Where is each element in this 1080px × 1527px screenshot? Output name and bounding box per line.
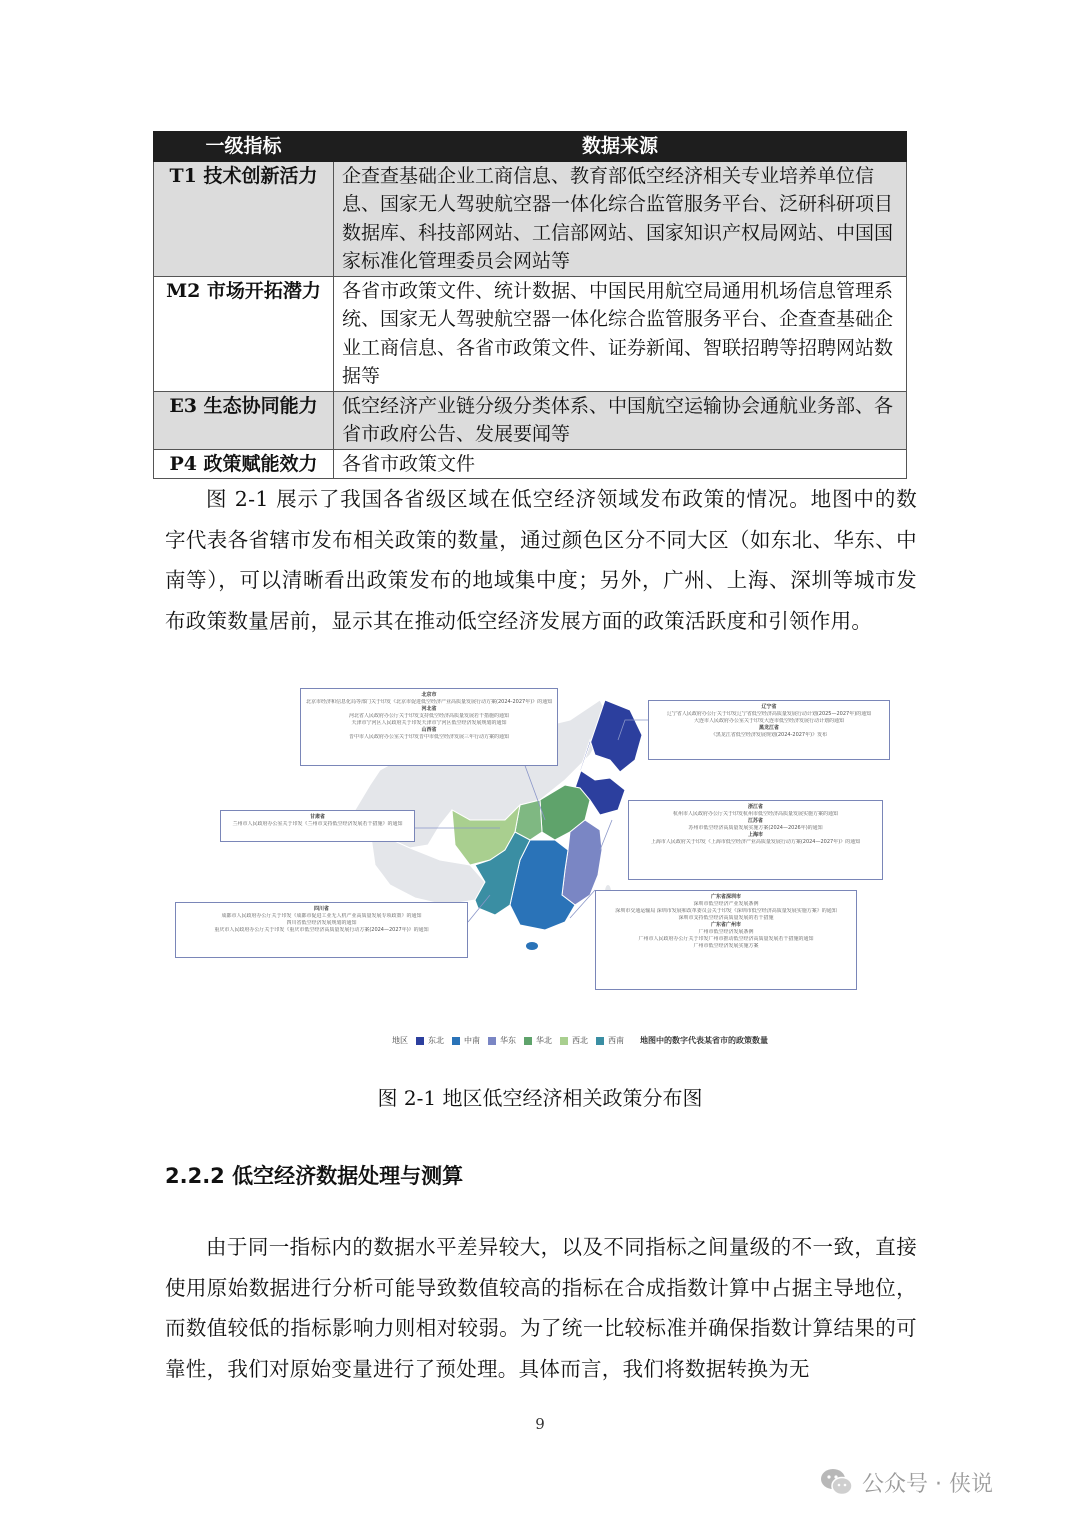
section-heading: 2.2.2 低空经济数据处理与测算 xyxy=(165,1164,464,1188)
legend-label: 西南 xyxy=(608,1036,624,1045)
callout-north xyxy=(300,688,558,766)
wechat-watermark xyxy=(820,1462,993,1502)
callout-title: 四川省 xyxy=(313,906,329,912)
callout-line: 兰州市人民政府办公室关于印发《兰州市支持低空经济发展若干措施》的通知 xyxy=(232,821,403,827)
callout-title: 黑龙江省 xyxy=(758,725,779,731)
callout-title: 北京市 xyxy=(421,692,437,698)
table-row xyxy=(154,449,907,479)
legend-label: 西北 xyxy=(572,1036,588,1045)
callout-south xyxy=(595,890,857,990)
legend-title: 地区 xyxy=(392,1036,408,1045)
indicator-cell: T1 技术创新活力 xyxy=(154,161,334,276)
indicator-cell: P4 政策赋能效力 xyxy=(154,449,334,479)
callout-line: 《黑龙江省低空经济发展规划(2024-2027年)》发布 xyxy=(710,732,828,738)
indicator-source-table xyxy=(153,131,907,479)
callout-title: 山西省 xyxy=(421,727,437,733)
wechat-logo-icon xyxy=(820,1467,854,1497)
callout-east xyxy=(628,800,883,880)
indicator-cell: E3 生态协同能力 xyxy=(154,391,334,449)
callout-line: 四川省低空经济发展规划的通知 xyxy=(286,920,357,926)
table-header-row xyxy=(154,132,907,162)
figure-caption: 图 2-1 地区低空经济相关政策分布图 xyxy=(377,1086,703,1110)
callout-line: 杭州市人民政府办公厅关于印发杭州市低空经济高质量发展实施方案的通知 xyxy=(672,811,838,817)
callout-line: 成都市人民政府办公厅关于印发《成都市促进工业无人机产业高质量发展专项政策》的通知 xyxy=(221,913,422,919)
map-legend xyxy=(392,1035,768,1046)
body-paragraph: 由于同一指标内的数据水平差异较大，以及不同指标之间量级的不一致，直接使用原始数据进行分析可能导致数值较高的指标在合成指数计算中占据主导地位，而数值较低的指标影响力则相对较弱。为了统一比较标准并确保指数计算结果的可靠性，我们对原始变量进行了预处理。具体而言，我们将数据转换为无 xyxy=(165,1235,917,1381)
callout-line: 大连市人民政府办公室关于印发大连市低空经济发展行动计划的通知 xyxy=(693,718,844,724)
table-row xyxy=(154,161,907,276)
policy-distribution-map-figure xyxy=(170,660,900,1060)
legend-label: 中南 xyxy=(464,1036,480,1045)
connector-line xyxy=(600,820,612,850)
watermark-text: 公众号 · 侠说 xyxy=(862,1471,993,1497)
map-region-hainan xyxy=(526,942,538,950)
callout-line: 深圳市交通运输局 深圳市发展和改革委员会关于印发《深圳市低空经济高质量发展实施方案》的通知 xyxy=(615,908,837,914)
table-row xyxy=(154,391,907,449)
source-cell: 企查查基础企业工商信息、教育部低空经济相关专业培养单位信息、国家无人驾驶航空器一体化综合监管服务平台、泛研科研项目数据库、科技部网站、工信部网站、国家知识产权局网站、中国国家标准化管理委员会网站等 xyxy=(334,161,907,276)
legend-label: 华北 xyxy=(536,1036,552,1045)
source-cell: 各省市政策文件、统计数据、中国民用航空局通用机场信息管理系统、国家无人驾驶航空器一体化综合监管服务平台、企查查基础企业工商信息、各省市政策文件、证券新闻、智联招聘等招聘网站数据等 xyxy=(334,276,907,391)
legend-swatch-xibei xyxy=(560,1037,568,1045)
legend-label: 东北 xyxy=(428,1036,444,1045)
callout-gansu xyxy=(220,810,415,842)
legend-swatch-huabei xyxy=(524,1037,532,1045)
callout-line: 深圳市支持低空经济高质量发展的若干措施 xyxy=(678,915,774,921)
header-source: 数据来源 xyxy=(334,132,907,162)
header-indicator: 一级指标 xyxy=(154,132,334,162)
callout-title: 广东省深圳市 xyxy=(710,894,741,900)
callout-line: 晋中市人民政府办公室关于印发晋中市低空经济发展三年行动方案的通知 xyxy=(348,734,509,740)
callout-title: 甘肃省 xyxy=(309,814,325,820)
callout-line: 辽宁省人民政府办公厅关于印发辽宁省低空经济高质量发展行动计划(2025—2027年)的通知 xyxy=(666,711,872,717)
callout-line: 苏州市低空经济高质量发展实施方案(2024—2026年)的通知 xyxy=(688,825,823,831)
callout-line: 重庆市人民政府办公厅关于印发《重庆市低空经济高质量发展行动方案(2024—2027年)》的通知 xyxy=(214,927,429,933)
indicator-cell: M2 市场开拓潜力 xyxy=(154,276,334,391)
callout-title: 广东省广州市 xyxy=(710,922,741,928)
callout-title: 江苏省 xyxy=(747,818,763,824)
callout-line: 广州市人民政府办公厅关于印发广州市推动低空经济高质量发展若干措施的通知 xyxy=(638,936,814,942)
callout-line: 广州市低空经济发展实施方案 xyxy=(693,943,759,949)
legend-swatch-dongbei xyxy=(416,1037,424,1045)
callout-southwest xyxy=(175,902,468,958)
legend-label: 华东 xyxy=(500,1036,516,1045)
callout-line: 深圳市低空经济产业发展条例 xyxy=(693,901,759,907)
callout-line: 河北省人民政府办公厅关于印发支持低空经济高质量发展若干措施的通知 xyxy=(348,713,509,719)
legend-swatch-huadong xyxy=(488,1037,496,1045)
source-cell: 各省市政策文件 xyxy=(334,449,907,479)
legend-note: 地图中的数字代表某省市的政策数量 xyxy=(640,1036,768,1045)
legend-swatch-zhongnan xyxy=(452,1037,460,1045)
callout-line: 北京市经济和信息化局等部门关于印发《北京市促进低空经济产业高质量发展行动方案(2024-2027年)》的通知 xyxy=(306,699,552,705)
callout-line: 天津市宁河区人民政府关于印发天津市宁河区低空经济发展规划的通知 xyxy=(351,720,507,726)
page-number: 9 xyxy=(535,1415,545,1433)
legend-swatch-xinan xyxy=(596,1037,604,1045)
callout-title: 上海市 xyxy=(747,832,763,838)
source-cell: 低空经济产业链分级分类体系、中国航空运输协会通航业务部、各省市政府公告、发展要闻等 xyxy=(334,391,907,449)
table-row xyxy=(154,276,907,391)
callout-northeast xyxy=(648,700,890,760)
callout-line: 上海市人民政府关于印发《上海市低空经济产业高质量发展行动方案(2024—2027年)》的通知 xyxy=(650,839,861,845)
callout-title: 河北省 xyxy=(421,706,437,712)
callout-title: 辽宁省 xyxy=(761,704,777,710)
body-paragraph: 图 2-1 展示了我国各省级区域在低空经济领域发布政策的情况。地图中的数字代表各省辖市发布相关政策的数量，通过颜色区分不同大区（如东北、华东、中南等），可以清晰看出政策发布的地域集中度；另外，广州、上海、深圳等城市发布政策数量居前，显示其在推动低空经济发展方面的政策活跃度和引领作用。 xyxy=(165,487,917,633)
callout-line: 广州市低空经济发展条例 xyxy=(698,929,754,935)
callout-title: 浙江省 xyxy=(747,804,763,810)
